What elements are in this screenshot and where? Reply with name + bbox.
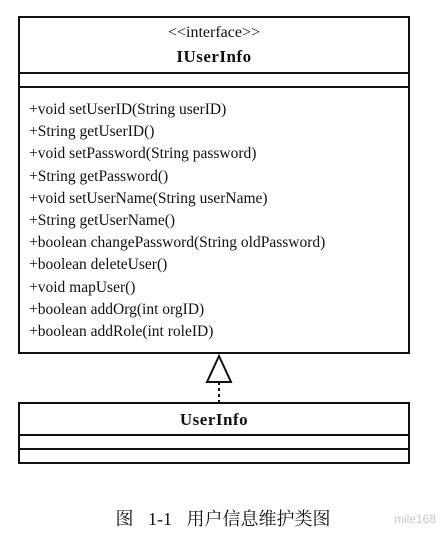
method-item: +void mapUser()	[29, 278, 136, 296]
figure-caption: 图 1-1 用户信息维护类图	[115, 509, 331, 529]
method-item: +boolean changePassword(String oldPassword)	[29, 234, 326, 252]
class-divider	[20, 434, 408, 436]
method-item: +void setUserName(String userName)	[29, 189, 268, 207]
method-item: +boolean addOrg(int orgID)	[29, 300, 205, 318]
interface-stereotype: <<interface>>	[167, 24, 261, 41]
method-item: +String getUserID()	[29, 123, 155, 141]
method-item: +void setPassword(String password)	[29, 145, 257, 163]
class-divider	[20, 448, 408, 450]
class-name: UserInfo	[179, 410, 249, 429]
method-item: +boolean addRole(int roleID)	[29, 323, 214, 341]
method-item: +void setUserID(String userID)	[29, 101, 227, 118]
method-item: +String getUserName()	[29, 212, 176, 230]
watermark: mile168	[393, 512, 436, 526]
method-item: +String getPassword()	[29, 167, 169, 185]
impl-class-box	[18, 402, 410, 464]
hollow-triangle-arrowhead	[207, 356, 231, 382]
method-item: +boolean deleteUser()	[29, 256, 168, 274]
interface-name: IUserInfo	[176, 47, 252, 66]
